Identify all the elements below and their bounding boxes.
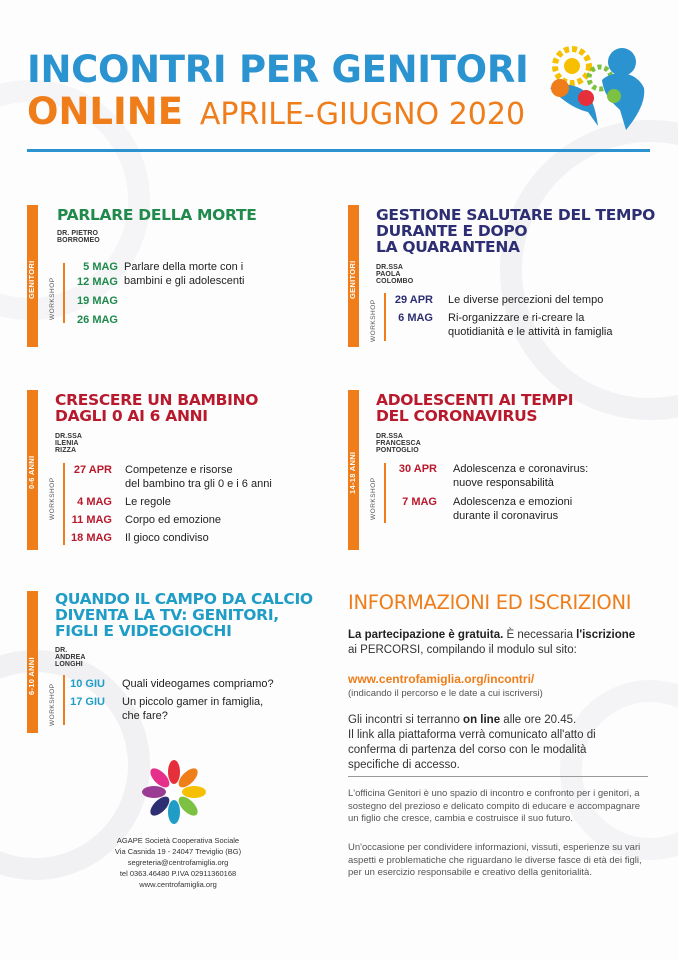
date: 7 MAG [402, 496, 437, 508]
info-online-text: on line [463, 714, 501, 726]
info-free-text: La partecipazione è gratuita. [348, 629, 504, 641]
description [125, 495, 325, 509]
registration-link[interactable]: www.centrofamiglia.org/incontri/ [348, 672, 535, 686]
info-text: Il link alla piattaforma verrà comunicato all'atto di [348, 729, 596, 741]
description-line: Corpo ed emozione [125, 514, 222, 526]
section-author: DR. PIETRO BORROMEO [57, 230, 100, 244]
description [122, 695, 322, 723]
description-line: del bambino tra gli 0 e i 6 anni [125, 478, 272, 490]
background-gear-icon [500, 120, 678, 420]
section-title [55, 591, 335, 639]
description-line: che fare? [122, 710, 168, 722]
info-description-1: L'officina Genitori è uno spazio di incontro e confronto per i genitori, a sostegno del prezioso e delicato compito di educare e accompagnare un figlio che cresce, cambia e costruisce il suo futuro. [348, 788, 641, 824]
section-title [57, 207, 317, 223]
registration-note: (indicando il percorso e le date a cui iscriversi) [348, 688, 543, 699]
description-line: Adolescenza e coronavirus: [453, 463, 589, 475]
description [448, 311, 653, 339]
description-line: Le regole [125, 496, 171, 508]
footer-website[interactable]: www.centrofamiglia.org [139, 880, 217, 889]
section-author: DR.SSA ILENIA RIZZA [55, 433, 82, 454]
info-text: Gli incontri si terranno [348, 714, 464, 726]
title-period: APRILE-GIUGNO 2020 [199, 97, 526, 132]
date: 11 MAG [71, 514, 112, 526]
footer-phone: tel 0363.46480 P.IVA 02911360168 [119, 869, 237, 878]
info-text: ai PERCORSI, compilando il modulo sul sito: [348, 644, 577, 656]
workshop-label: WORKSHOP [49, 683, 56, 726]
section-title-line: DURANTE E DOPO [376, 222, 528, 240]
footer-org: AGAPE Società Cooperativa Sociale [116, 836, 240, 845]
footer-contacts [108, 835, 248, 890]
category-label: 6-10 ANNI [27, 657, 36, 695]
category-label: GENITORI [348, 260, 357, 300]
date: 27 APR [73, 464, 112, 476]
info-description-2: Un'occasione per condividere informazioni, vissuti, esperienze su vari aspetti e problematiche che riguardano le diverse fasce di età dei figli, per un esercizio responsabile e creativo della genitorialità. [348, 842, 642, 878]
footer-email[interactable]: segreteria@centrofamiglia.org [127, 858, 229, 867]
section-title-line: FIGLI E VIDEOGIOCHI [55, 622, 232, 640]
section-title-line: ADOLESCENTI AI TEMPI [376, 391, 574, 409]
description [122, 677, 322, 691]
section-title [55, 392, 315, 424]
date: 12 MAG [77, 276, 118, 288]
description-line: Adolescenza e emozioni [453, 496, 573, 508]
date: 6 MAG [398, 312, 433, 324]
info-divider [348, 776, 648, 777]
description [453, 462, 648, 490]
date: 5 MAG [83, 261, 118, 273]
date: 30 APR [398, 463, 437, 475]
description-line: Ri-organizzare e ri-creare la [448, 312, 585, 324]
section-title-line: DEL CORONAVIRUS [376, 407, 538, 425]
date: 18 MAG [71, 532, 112, 544]
description-line: Parlare della morte con i [124, 261, 244, 273]
workshop-line [63, 675, 65, 725]
info-paragraph-2 [348, 713, 648, 773]
section-author: DR.SSA PAOLA COLOMBO [376, 264, 414, 285]
section-title [376, 207, 666, 255]
category-label: 0-6 ANNI [27, 455, 36, 490]
section-title-line: CRESCERE UN BAMBINO [55, 391, 259, 409]
flower-people-logo-icon [140, 758, 208, 826]
description [448, 293, 648, 307]
info-text: specifiche di accesso. [348, 759, 460, 771]
date: 29 APR [394, 294, 433, 306]
description [125, 531, 325, 545]
section-title [376, 392, 666, 424]
section-title-line: DIVENTA LA TV: GENITORI, [55, 606, 279, 624]
description [125, 463, 325, 491]
category-label: GENITORI [27, 260, 36, 300]
info-text: conferma di partenza del corso con le modalità [348, 744, 587, 756]
description-line: bambini e gli adolescenti [124, 275, 245, 287]
description-line: Le diverse percezioni del tempo [448, 294, 604, 306]
description-line: durante il coronavirus [453, 510, 559, 522]
workshop-line [384, 293, 386, 341]
workshop-line [63, 263, 65, 323]
info-text: È necessaria [503, 629, 577, 641]
section-title-line: QUANDO IL CAMPO DA CALCIO [55, 590, 313, 608]
workshop-label: WORKSHOP [49, 477, 56, 520]
description [124, 260, 309, 288]
section-title-line: LA QUARANTENA [376, 238, 520, 256]
people-gears-logo-icon [540, 40, 650, 135]
description-line: Il gioco condiviso [125, 532, 209, 544]
description-line: Competenze e risorse [125, 464, 233, 476]
workshop-label: WORKSHOP [370, 299, 377, 342]
workshop-line [63, 463, 65, 545]
workshop-label: WORKSHOP [49, 277, 56, 320]
section-title-line: GESTIONE SALUTARE DEL TEMPO [376, 206, 656, 224]
title-online: ONLINE [27, 90, 184, 133]
description-line: Un piccolo gamer in famiglia, [122, 696, 264, 708]
footer-address: Via Casnida 19 - 24047 Treviglio (BG) [114, 847, 242, 856]
description [125, 513, 325, 527]
description-line: quotidianità e le attività in famiglia [448, 326, 613, 338]
workshop-line [384, 463, 386, 523]
date: 26 MAG [77, 314, 118, 326]
info-title: INFORMAZIONI ED ISCRIZIONI [348, 591, 632, 614]
section-title-line: PARLARE DELLA MORTE [57, 206, 257, 224]
info-text: alle ore 20.45. [500, 714, 577, 726]
header-divider [27, 149, 650, 152]
info-paragraph-1 [348, 628, 648, 658]
info-registration-text: l'iscrizione [576, 629, 636, 641]
category-label: 14-18 ANNI [348, 451, 357, 494]
description [453, 495, 648, 523]
description-line: nuove responsabilità [453, 477, 554, 489]
date: 10 GIU [70, 678, 105, 690]
description-line: Quali videogames compriamo? [122, 678, 274, 690]
workshop-label: WORKSHOP [370, 477, 377, 520]
title-line-2 [27, 92, 525, 135]
date: 19 MAG [77, 295, 118, 307]
section-author: DR. ANDREA LONGHI [55, 647, 86, 668]
title-line-1: INCONTRI PER GENITORI [27, 48, 529, 91]
section-title-line: DAGLI 0 AI 6 ANNI [55, 407, 208, 425]
section-author: DR.SSA FRANCESCA PONTOGLIO [376, 433, 421, 454]
date: 17 GIU [70, 696, 105, 708]
date: 4 MAG [77, 496, 112, 508]
